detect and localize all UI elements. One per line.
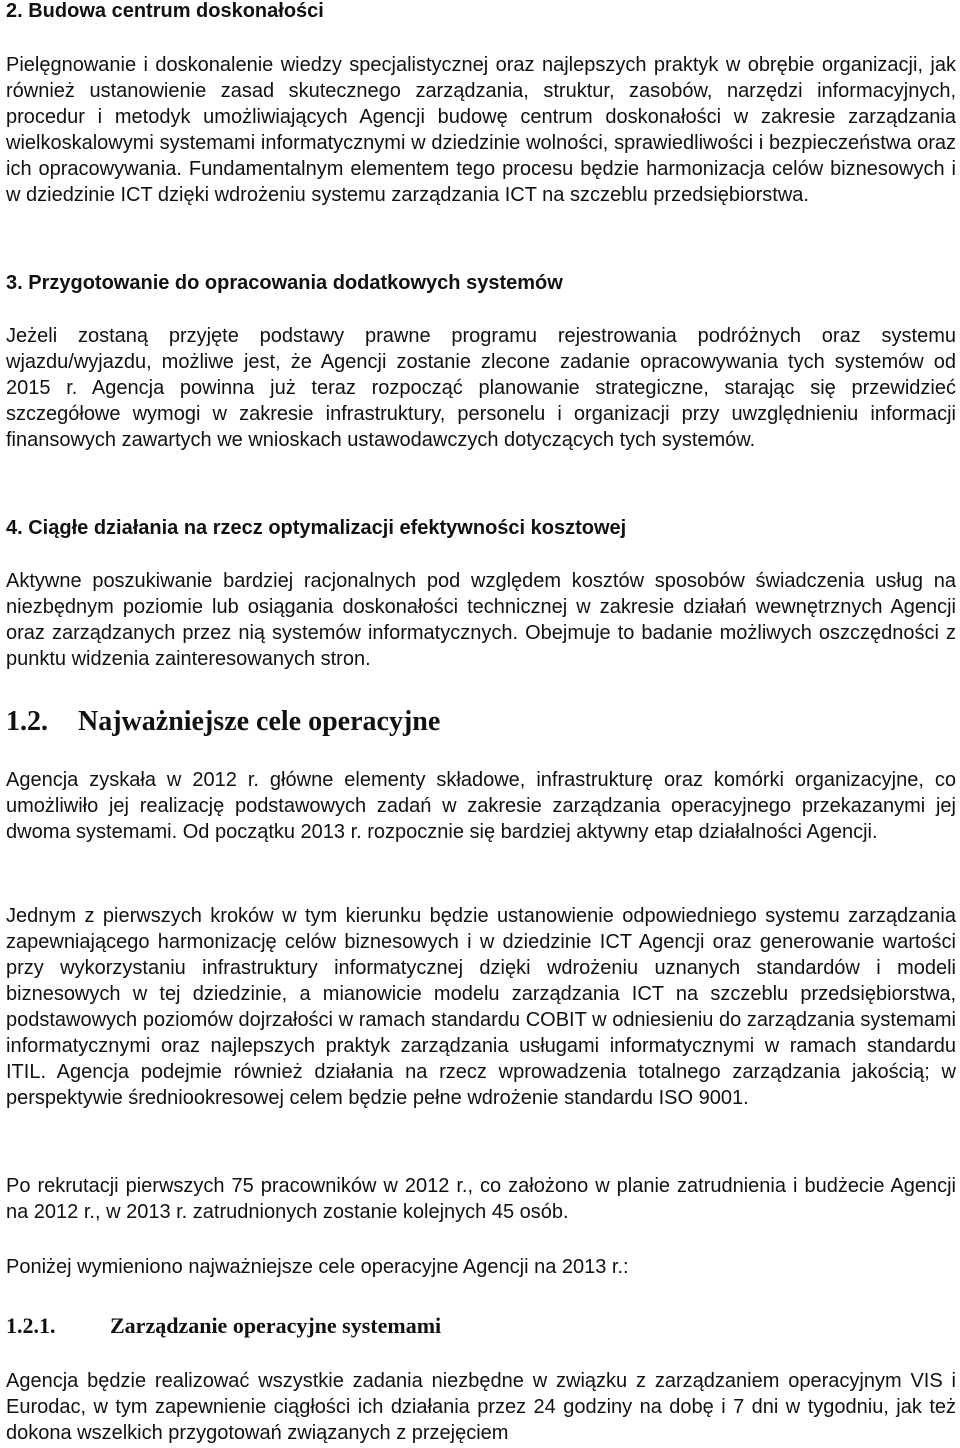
section-1-2-paragraph-4: Poniżej wymieniono najważniejsze cele operacyjne Agencji na 2013 r.:: [6, 1256, 629, 1278]
section-heading-4: 4. Ciągłe działania na rzecz optymalizacji efektywności kosztowej: [6, 517, 627, 539]
section-1-2-paragraph-2: Jednym z pierwszych kroków w tym kierunku będzie ustanowienie odpowiedniego systemu zarządzania zapewniającego harmonizację celów biznesowych i w dziedzinie ICT Agencji oraz generowanie wartości przy wykorzystaniu infrastruktury informatycznej dzięki wdrożeniu uznanych standardów i modeli biznesowych w tej dziedzinie, a mianowicie modelu zarządzania ICT na szczeblu przedsiębiorstwa, podstawowych poziomów dojrzałości w ramach standardu COBIT w odniesieniu do zarządzania systemami informatycznymi oraz najlepszych praktyk zarządzania usługami informatycznymi w ramach standardu ITIL. Agencja podejmie również działania na rzecz wprowadzenia totalnego zarządzania jakością; w perspektywie średniookresowej celem będzie pełne wdrożenie standardu ISO 9001.: [6, 905, 956, 1109]
subsection-number: 1.2.: [6, 706, 48, 737]
section-1-2-paragraph-3: Po rekrutacji pierwszych 75 pracowników w 2012 r., co założono w planie zatrudnienia i budżecie Agencji na 2012 r., w 2013 r. zatrudnionych zostanie kolejnych 45 osób.: [6, 1175, 956, 1223]
subsection-title: Zarządzanie operacyjne systemami: [110, 1313, 442, 1338]
section-4-paragraph: Aktywne poszukiwanie bardziej racjonalnych pod względem kosztów sposobów świadczenia usług na niezbędnym poziomie lub osiągania doskonałości technicznej w zakresie działań wewnętrznych Agencji oraz zarządzanych przez nią systemów informatycznych. Obejmuje to badanie możliwych oszczędności z punktu widzenia zainteresowanych stron.: [6, 570, 956, 670]
subsection-heading-1-2-1: [6, 1312, 956, 1340]
section-heading-3: 3. Przygotowanie do opracowania dodatkowych systemów: [6, 272, 563, 294]
section-heading-2: 2. Budowa centrum doskonałości: [6, 0, 324, 22]
section-3-paragraph: Jeżeli zostaną przyjęte podstawy prawne programu rejestrowania podróżnych oraz systemu wjazdu/wyjazdu, możliwe jest, że Agencji zostanie zlecone zadanie opracowywania tych systemów od 2015 r. Agencja powinna już teraz rozpocząć planowanie strategiczne, starając się przewidzieć szczegółowe wymogi w zakresie infrastruktury, personelu i organizacji przy uwzględnieniu informacji finansowych zawartych we wnioskach ustawodawczych dotyczących tych systemów.: [6, 325, 956, 451]
section-1-2-1-paragraph: Agencja będzie realizować wszystkie zadania niezbędne w związku z zarządzaniem operacyjnym VIS i Eurodac, w tym zapewnienie ciągłości ich działania przez 24 godziny na dobę i 7 dni w tygodniu, jak też dokona wszelkich przygotowań związanych z przejęciem: [6, 1370, 956, 1444]
subsection-number: 1.2.1.: [6, 1313, 56, 1338]
subsection-title: Najważniejsze cele operacyjne: [78, 706, 441, 737]
section-1-2-paragraph-1: Agencja zyskała w 2012 r. główne elementy składowe, infrastrukturę oraz komórki organizacyjne, co umożliwiło jej realizację podstawowych zadań w zakresie zarządzania operacyjnego przekazanymi jej dwoma systemami. Od początku 2013 r. rozpocznie się bardziej aktywny etap działalności Agencji.: [6, 769, 956, 843]
subsection-heading-1-2: [6, 706, 956, 738]
section-2-paragraph: Pielęgnowanie i doskonalenie wiedzy specjalistycznej oraz najlepszych praktyk w obrębie organizacji, jak również ustanowienie zasad skutecznego zarządzania, struktur, zasobów, narzędzi informacyjnych, procedur i metodyk umożliwiających Agencji budowę centrum doskonałości w zakresie zarządzania wielkoskalowymi systemami informatycznymi w dziedzinie wolności, sprawiedliwości i bezpieczeństwa oraz ich opracowywania. Fundamentalnym elementem tego procesu będzie harmonizacja celów biznesowych i w dziedzinie ICT dzięki wdrożeniu systemu zarządzania ICT na szczeblu przedsiębiorstwa.: [6, 54, 956, 206]
